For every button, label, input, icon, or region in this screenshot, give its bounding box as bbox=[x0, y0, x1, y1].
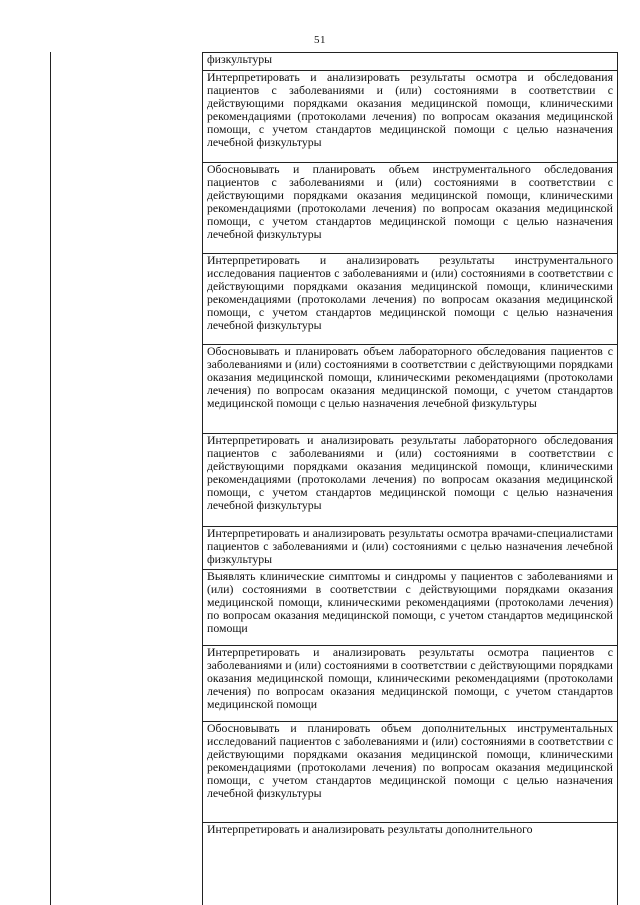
table-row bbox=[203, 344, 617, 433]
table-right-column bbox=[203, 52, 617, 905]
row-text: Интерпретировать и анализировать результаты лабораторного обследования пациентов с заболеваниями и (или) состояниями в соответствии с действующими порядками оказания медицинской помощи, клиническими рекомендациями (протоколами лечения) по вопросам оказания медицинской помощи, с учетом стандартов медицинской помощи с целью назначения лечебной физкультуры bbox=[207, 433, 613, 513]
table-row bbox=[203, 70, 617, 162]
table-row bbox=[203, 162, 617, 253]
row-text: Интерпретировать и анализировать результаты осмотра пациентов с заболеваниями и (или) состояниями в соответствии с действующими порядками оказания медицинской помощи, клиническими рекомендациями (протоколами лечения) по вопросам оказания медицинской помощи, с учетом стандартов медицинской помощи bbox=[207, 645, 613, 712]
row-text: Обосновывать и планировать объем дополнительных инструментальных исследований пациентов с заболеваниями и (или) состояниями в соответствии с действующими порядками оказания медицинской помощи, клиническими рекомендациями (протоколами лечения) по вопросам оказания медицинской помощи, с учетом стандартов медицинской помощи с целью назначения лечебной физкультуры bbox=[207, 721, 613, 801]
table-row bbox=[203, 569, 617, 645]
page-number: 51 bbox=[314, 34, 326, 46]
row-text: Интерпретировать и анализировать результаты осмотра и обследования пациентов с заболеваниями и (или) состояниями в соответствии с действующими порядками оказания медицинской помощи, клиническими рекомендациями (протоколами лечения) по вопросам оказания медицинской помощи, с учетом стандартов медицинской помощи с целью назначения лечебной физкультуры bbox=[207, 70, 613, 150]
row-text: Обосновывать и планировать объем лабораторного обследования пациентов с заболеваниями и (или) состояниями в соответствии с действующими порядками оказания медицинской помощи, клиническими рекомендациями (протоколами лечения) по вопросам оказания медицинской помощи, с учетом стандартов медицинской помощи с целью назначения лечебной физкультуры bbox=[207, 344, 613, 411]
row-text: Интерпретировать и анализировать результаты осмотра врачами-специалистами пациентов с заболеваниями и (или) состояниями с целью назначения лечебной физкультуры bbox=[207, 526, 613, 567]
row-text: Обосновывать и планировать объем инструментального обследования пациентов с заболеваниями и (или) состояниями в соответствии с действующими порядками оказания медицинской помощи, клиническими рекомендациями (протоколами лечения) по вопросам оказания медицинской помощи, с учетом стандартов медицинской помощи с целью назначения лечебной физкультуры bbox=[207, 162, 613, 242]
table-row bbox=[203, 645, 617, 721]
row-text: физкультуры bbox=[207, 52, 273, 66]
row-text: Интерпретировать и анализировать результаты дополнительного bbox=[207, 822, 533, 836]
table-row bbox=[203, 52, 617, 70]
table-row bbox=[203, 721, 617, 822]
table-row bbox=[203, 433, 617, 526]
row-text: Интерпретировать и анализировать результаты инструментального исследования пациентов с заболеваниями и (или) состояниями в соответствии с действующими порядками оказания медицинской помощи, клиническими рекомендациями (протоколами лечения) по вопросам оказания медицинской помощи, с учетом стандартов медицинской помощи с целью назначения лечебной физкультуры bbox=[207, 253, 613, 333]
table-row bbox=[203, 253, 617, 344]
table-row bbox=[203, 822, 617, 905]
requirements-table bbox=[50, 52, 618, 905]
table-left-column bbox=[51, 52, 203, 905]
table-row bbox=[203, 526, 617, 569]
row-text: Выявлять клинические симптомы и синдромы у пациентов с заболеваниями и (или) состояниями в соответствии с действующими порядками оказания медицинской помощи, клиническими рекомендациями (протоколами лечения) по вопросам оказания медицинской помощи, с учетом стандартов медицинской помощи bbox=[207, 569, 613, 636]
